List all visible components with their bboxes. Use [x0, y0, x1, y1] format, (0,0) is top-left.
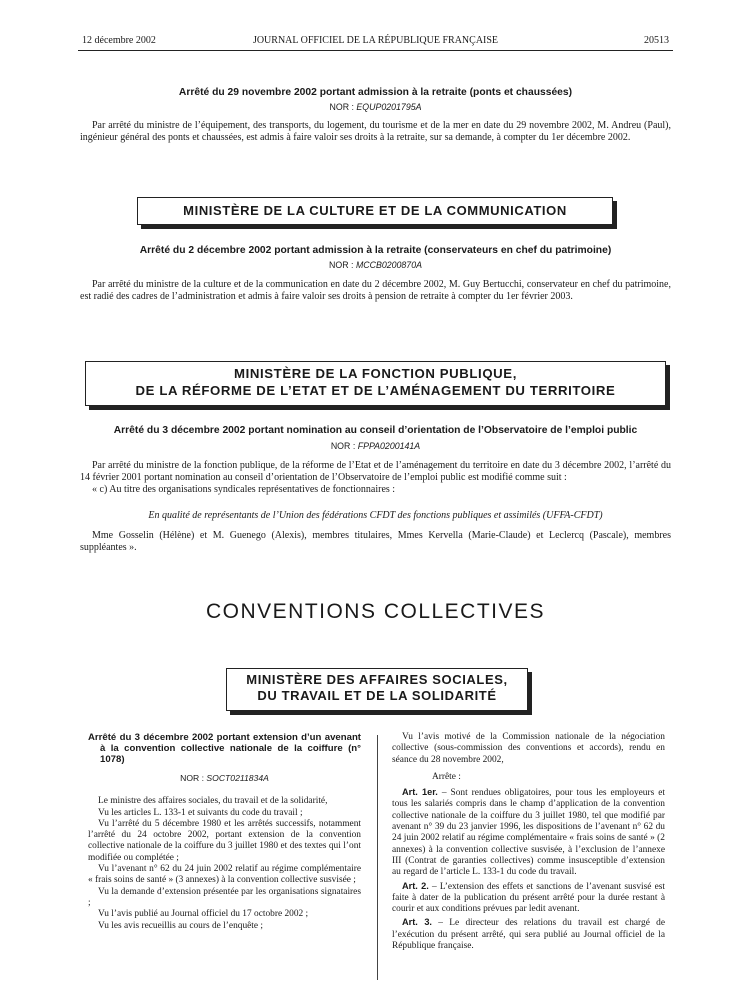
- journal-title: JOURNAL OFFICIEL DE LA RÉPUBLIQUE FRANÇAISE: [252, 35, 499, 46]
- article: [392, 787, 665, 878]
- ministry-box: [85, 361, 666, 406]
- ministry-name-line1: MINISTÈRE DE LA FONCTION PUBLIQUE,: [234, 366, 517, 381]
- preamble-paragraph: Vu la demande d’extension présentée par les organisations signataires ;: [88, 886, 361, 908]
- arrete-title: Arrêté du 3 décembre 2002 portant extension d’un avenant à la convention collective nationale de la coiffure (n° 1078): [88, 732, 361, 765]
- arrete-text: Par arrêté du ministre de l’équipement, des transports, du logement, du tourisme et de la mer en date du 29 novembre 2002, M. Andreu (Paul), ingénieur général des ponts et chaussées, est admis à faire valoir ses droits à la retraite, sur sa demande, à compter du 1er décembre 2002.: [80, 120, 671, 143]
- arrete-text: Par arrêté du ministre de la culture et de la communication en date du 2 décembre 2002, M. Guy Bertucchi, conservateur en chef du patrimoine, est radié des cadres de l’administration et admis à faire valoir ses droits à pension de retraite à compter du 1er février 2003.: [80, 279, 671, 302]
- page-header: [82, 35, 669, 49]
- nor-reference: NOR : EQUP0201795A: [329, 102, 422, 112]
- right-column: [392, 732, 665, 952]
- article-text: – L’extension des effets et sanctions de l’avenant susvisé est faite à dater de la publication du présent arrêté pour la durée restant à courir et aux conditions prévues par ledit avenant.: [392, 881, 665, 915]
- arrete-title: Arrêté du 29 novembre 2002 portant admission à la retraite (ponts et chaussées): [178, 87, 573, 98]
- nor-reference: NOR : FPPA0200141A: [330, 441, 421, 451]
- header-rule: [78, 50, 673, 51]
- header-date: 12 décembre 2002: [82, 35, 156, 46]
- ministry-name: MINISTÈRE DE LA CULTURE ET DE LA COMMUNICATION: [183, 203, 567, 218]
- preamble-paragraph: Vu les avis recueillis au cours de l’enquête ;: [98, 920, 264, 931]
- arrete-title: Arrêté du 3 décembre 2002 portant nomination au conseil d’orientation de l’Observatoire de l’emploi public: [113, 425, 638, 436]
- article-text: – Le directeur des relations du travail est chargé de l’exécution du présent arrêté, qui sera publié au Journal officiel de la République française.: [392, 918, 665, 952]
- arrete-text-quote: « c) Au titre des organisations syndicales représentatives de fonctionnaires :: [92, 484, 396, 495]
- nor-reference: NOR : MCCB0200870A: [329, 260, 422, 270]
- ministry-name-line2: DU TRAVAIL ET DE LA SOLIDARITÉ: [257, 688, 497, 703]
- article-text: – Sont rendues obligatoires, pour tous les employeurs et tous les salariés compris dans le champ d’application de la convention collective nationale de la coiffure du 3 juillet 1980, tel que modifié par avenant n° 39 du 23 janvier 1996, les dispositions de l’avenant n° 62 du 24 juin 2002 relatif au régime complémentaire « frais soins de santé » (2 annexes) à la convention collective susvisée, à l’exclusion de l’annexe III (Contrat de garanties collectives) comme insusceptible d’extension au regard de l’article L. 133-1 du code du travail.: [392, 788, 666, 878]
- nor-code: EQUP0201795A: [356, 102, 422, 112]
- nor-reference: NOR : SOCT0211834A: [180, 773, 269, 783]
- preamble-paragraph: Vu les articles L. 133-1 et suivants du code du travail ;: [98, 807, 303, 818]
- preamble-paragraph: Vu l’avis publié au Journal officiel du 17 octobre 2002 ;: [98, 909, 309, 920]
- arrete-text: Par arrêté du ministre de la fonction publique, de la réforme de l’Etat et de l’aménagement du territoire en date du 3 décembre 2002, l’arrêté du 14 février 2001 portant nomination au conseil d’orientation de l’Observatoire de l’emploi public est modifié comme suit :: [80, 460, 671, 483]
- arrete-text: Mme Gosselin (Hélène) et M. Guenego (Alexis), membres titulaires, Mmes Kervella (Marie-Claude) et Leclercq (Pascale), membres suppléantes ».: [80, 530, 671, 553]
- representatives-heading: En qualité de représentants de l’Union des fédérations CFDT des fonctions publiques et assimilés (UFFA-CFDT): [148, 510, 603, 521]
- preamble-paragraph: Le ministre des affaires sociales, du travail et de la solidarité,: [98, 796, 328, 807]
- preamble-paragraph: Vu l’arrêté du 5 décembre 1980 et les arrêtés successifs, notamment l’arrêté du 24 octobre 2002, portant extension de la convention collective nationale de la coiffure du 3 juillet 1980 et des textes qui l’ont modifiée ou complétée ;: [88, 818, 361, 863]
- article-label: Art. 3.: [402, 917, 432, 928]
- preamble-paragraph: Vu l’avis motivé de la Commission nationale de la négociation collective (sous-commission des conventions et accords), rendu en séance du 28 novembre 2002,: [392, 732, 665, 765]
- page-number: 20513: [644, 35, 669, 46]
- arrete-word: Arrête :: [432, 771, 461, 782]
- ministry-box: [226, 668, 528, 711]
- article: [392, 881, 665, 916]
- article-label: Art. 1er.: [402, 787, 438, 798]
- ministry-name-line2: DE LA RÉFORME DE L’ETAT ET DE L’AMÉNAGEMENT DU TERRITOIRE: [135, 383, 616, 398]
- nor-code: MCCB0200870A: [355, 260, 422, 270]
- preamble-paragraph: Vu l’avenant n° 62 du 24 juin 2002 relatif au régime complémentaire « frais soins de santé » (3 annexes) à la convention collective susvisée ;: [88, 864, 361, 886]
- section-title: CONVENTIONS COLLECTIVES: [205, 600, 546, 623]
- ministry-name-line1: MINISTÈRE DES AFFAIRES SOCIALES,: [246, 672, 508, 687]
- nor-code: FPPA0200141A: [357, 441, 421, 451]
- article: [392, 917, 665, 952]
- nor-code: SOCT0211834A: [206, 773, 269, 783]
- article-label: Art. 2.: [402, 880, 429, 891]
- arrete-title: Arrêté du 2 décembre 2002 portant admission à la retraite (conservateurs en chef du patrimoine): [139, 245, 612, 256]
- left-column: [88, 732, 361, 932]
- ministry-box: [137, 197, 613, 225]
- column-divider: [377, 735, 378, 980]
